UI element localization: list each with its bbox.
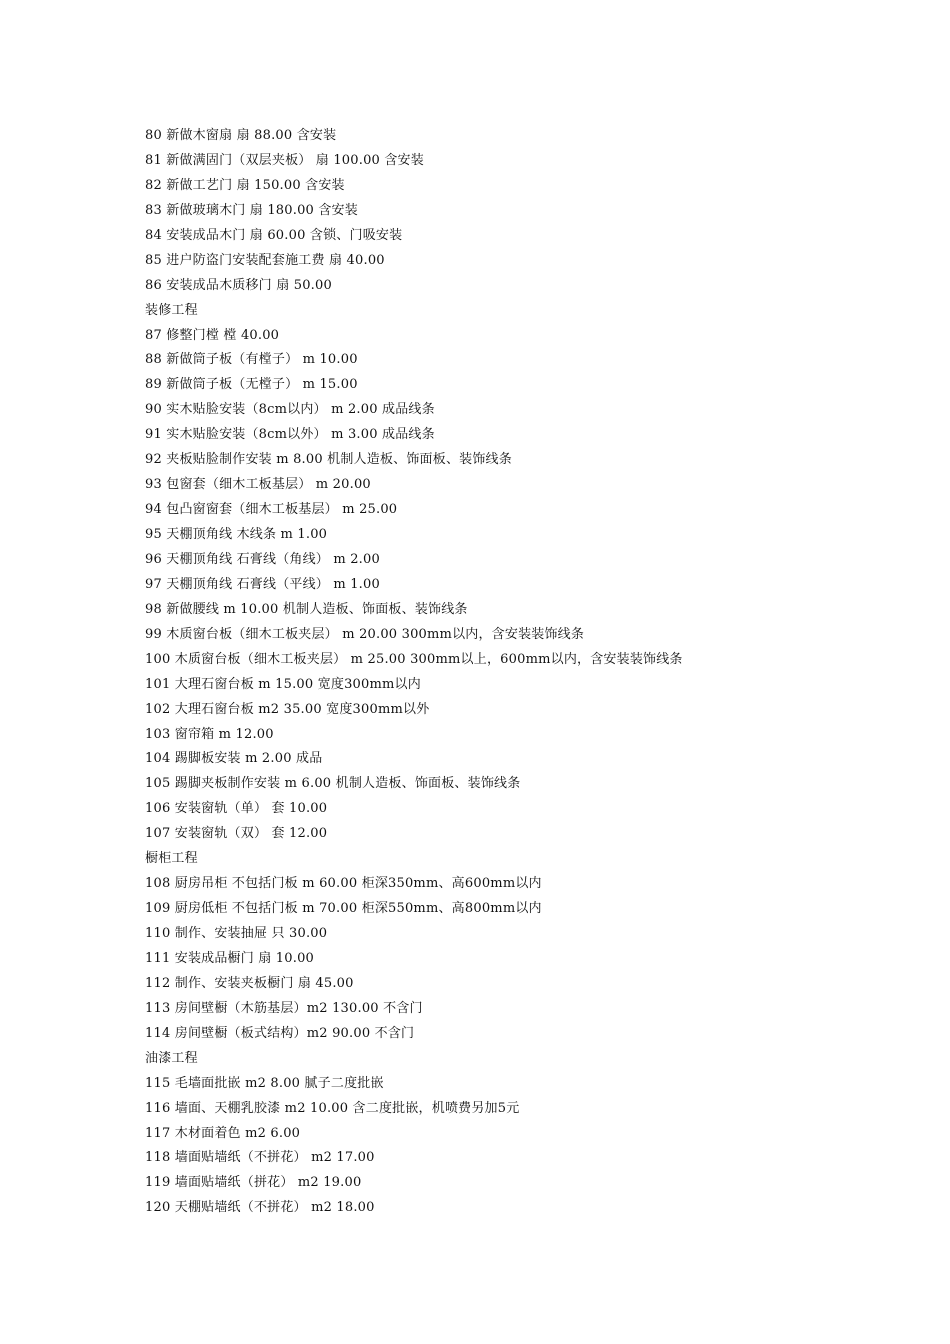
document-body [145, 124, 925, 1221]
text-line: 98 新做腰线 m 10.00 机制人造板、饰面板、装饰线条 [145, 601, 468, 617]
text-line: 90 实木贴脸安装（8cm以内） m 2.00 成品线条 [145, 402, 435, 418]
text-line: 104 踢脚板安装 m 2.00 成品 [145, 751, 323, 767]
text-line: 112 制作、安装夹板橱门 扇 45.00 [145, 975, 354, 991]
text-line: 120 天棚贴墙纸（不拼花） m2 18.00 [145, 1200, 375, 1216]
text-line: 88 新做筒子板（有樘子） m 10.00 [145, 352, 358, 368]
text-line: 103 窗帘箱 m 12.00 [145, 726, 274, 742]
text-line: 97 天棚顶角线 石膏线（平线） m 1.00 [145, 576, 380, 592]
text-line: 110 制作、安装抽屉 只 30.00 [145, 926, 328, 941]
section-heading: 橱柜工程 [145, 851, 198, 867]
text-line: 117 木材面着色 m2 6.00 [145, 1125, 301, 1141]
text-line: 93 包窗套（细木工板基层） m 20.00 [145, 477, 371, 493]
text-line: 114 房间壁橱（板式结构）m2 90.00 不含门 [145, 1025, 415, 1041]
text-line: 100 木质窗台板（细木工板夹层） m 25.00 300mm以上，600mm以内，含安装装饰线条 [145, 651, 683, 667]
text-line: 113 房间壁橱（木筋基层）m2 130.00 不含门 [145, 1000, 423, 1016]
section-heading: 装修工程 [145, 302, 198, 318]
text-line: 95 天棚顶角线 木线条 m 1.00 [145, 527, 328, 542]
text-line: 82 新做工艺门 扇 150.00 含安装 [145, 177, 345, 193]
text-line: 107 安装窗轨（双） 套 12.00 [145, 826, 328, 842]
text-line: 87 修整门樘 樘 40.00 [145, 327, 280, 343]
text-line: 84 安装成品木门 扇 60.00 含锁、门吸安装 [145, 227, 403, 243]
text-line: 119 墙面贴墙纸（拼花） m2 19.00 [145, 1175, 362, 1191]
text-line: 105 踢脚夹板制作安装 m 6.00 机制人造板、饰面板、装饰线条 [145, 776, 521, 792]
text-line: 108 厨房吊柜 不包括门板 m 60.00 柜深350mm、高600mm以内 [145, 876, 542, 892]
text-line: 116 墙面、天棚乳胶漆 m2 10.00 含二度批嵌，机喷费另加5元 [145, 1100, 520, 1116]
text-line: 96 天棚顶角线 石膏线（角线） m 2.00 [145, 551, 380, 567]
text-line: 81 新做满固门（双层夹板） 扇 100.00 含安装 [145, 152, 424, 168]
text-line: 99 木质窗台板（细木工板夹层） m 20.00 300mm以内，含安装装饰线条 [145, 626, 585, 642]
text-line: 80 新做木窗扇 扇 88.00 含安装 [145, 128, 337, 143]
text-line: 109 厨房低柜 不包括门板 m 70.00 柜深550mm、高800mm以内 [145, 901, 542, 917]
text-line: 111 安装成品橱门 扇 10.00 [145, 950, 315, 966]
text-line: 83 新做玻璃木门 扇 180.00 含安装 [145, 202, 358, 218]
text-line: 89 新做筒子板（无樘子） m 15.00 [145, 377, 358, 393]
text-line: 94 包凸窗窗套（细木工板基层） m 25.00 [145, 502, 398, 518]
section-heading: 油漆工程 [145, 1050, 198, 1066]
text-line: 92 夹板贴脸制作安装 m 8.00 机制人造板、饰面板、装饰线条 [145, 452, 512, 468]
text-line: 86 安装成品木质移门 扇 50.00 [145, 277, 332, 293]
text-line: 91 实木贴脸安装（8cm以外） m 3.00 成品线条 [145, 427, 435, 443]
text-line: 101 大理石窗台板 m 15.00 宽度300mm以内 [145, 676, 421, 692]
text-line: 102 大理石窗台板 m2 35.00 宽度300mm以外 [145, 701, 430, 717]
text-line: 85 进户防盗门安装配套施工费 扇 40.00 [145, 252, 385, 268]
text-line: 106 安装窗轨（单） 套 10.00 [145, 801, 328, 817]
text-line: 115 毛墙面批嵌 m2 8.00 腻子二度批嵌 [145, 1075, 384, 1091]
text-line: 118 墙面贴墙纸（不拼花） m2 17.00 [145, 1150, 375, 1166]
